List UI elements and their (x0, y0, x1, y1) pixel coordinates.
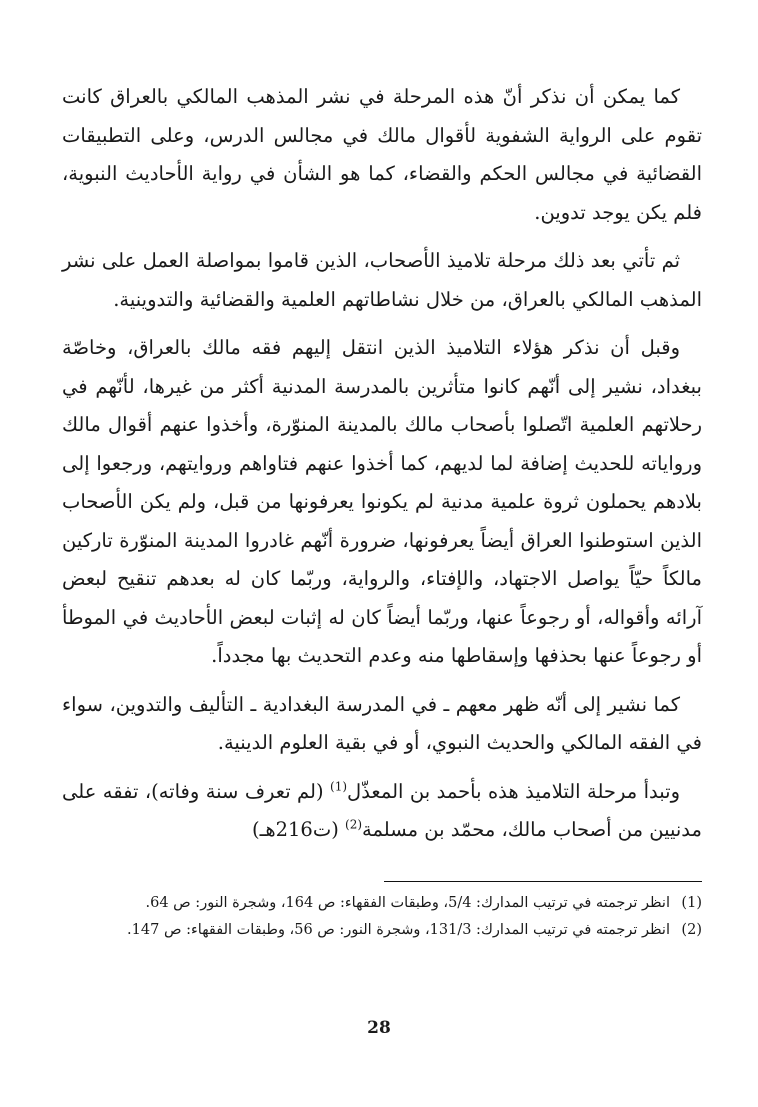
paragraph: كما نشير إلى أنّه ظهر معهم ـ في المدرسة البغدادية ـ التأليف والتدوين، سواء في الفقه المالكي والحديث النبوي، أو في بقية العلوم الدينية. (62, 692, 702, 754)
page-number: 28 (367, 1018, 391, 1038)
footnote-2 (62, 917, 702, 944)
main-text (62, 78, 702, 860)
paragraph: وقبل أن نذكر هؤلاء التلاميذ الذين انتقل إليهم فقه مالك بالعراق، وخاصّة ببغداد، نشير إلى أنّهم كانوا متأثرين بالمدرسة المدنية أكثر من غيرها، لأنّهم في رحلاتهم العلمية اتّصلوا بأصحاب مالك بالمدينة المنوّرة، وأخذوا عنهم أقوال مالك ورواياته للحديث إضافة لما لديهم، كما أخذوا عنهم فتاواهم وروايتهم، ورجعوا إلى بلادهم يحملون ثروة علمية مدنية لم يكونوا يعرفونها من قبل، ولم يكن الأصحاب الذين استوطنوا العراق أيضاً يعرفونها، ضرورة أنّهم غادروا المدينة المنوّرة تاركين مالكاً حيّاً يواصل الاجتهاد، والإفتاء، والرواية، وربّما كان له بعدهم تنقيح لبعض آرائه وأقواله، أو رجوعاً عنها، وربّما أيضاً كان له إثبات لبعض الأحاديث في الموطأ أو رجوعاً عنها بحذفها وإسقاطها منه وعدم التحديث بها مجدداً. (62, 336, 702, 667)
footnotes (62, 890, 702, 944)
paragraph-text: (لم تعرف سنة وفاته)، تفقه على مدنيين من أصحاب مالك، محمّد بن مسلمة (62, 779, 702, 841)
footnote-text: انظر ترجمته في ترتيب المدارك: 131/3، وشجرة النور: ص 56، وطبقات الفقهاء: ص 147. (127, 922, 670, 938)
paragraph-text: (ت216هـ) (252, 818, 346, 841)
footnote-number: (2) (681, 922, 702, 938)
footnote-1 (62, 890, 702, 917)
paragraph: ثم تأتي بعد ذلك مرحلة تلاميذ الأصحاب، الذين قاموا بمواصلة العمل على نشر المذهب المالكي بالعراق، من خلال نشاطاتهم العلمية والقضائية والتدوينية. (62, 249, 702, 311)
footnote-number: (1) (681, 895, 702, 911)
paragraph: كما يمكن أن نذكر أنّ هذه المرحلة في نشر المذهب المالكي بالعراق كانت تقوم على الرواية الشفوية لأقوال مالك في مجالس الدرس، وعلى التطبيقات القضائية في مجالس الحكم والقضاء، كما هو الشأن في رواية الأحاديث النبوية، فلم يكن يوجد تدوين. (62, 85, 702, 224)
footnote-ref-1: (1) (330, 779, 348, 793)
footnote-ref-2: (2) (345, 817, 363, 832)
footnote-text: انظر ترجمته في ترتيب المدارك: 5/4، وطبقات الفقهاء: ص 164، وشجرة النور: ص 64. (145, 895, 670, 911)
footnote-divider (384, 881, 702, 882)
paragraph-last (62, 773, 702, 850)
paragraph-text: وتبدأ مرحلة التلاميذ هذه بأحمد بن المعذّل (347, 779, 680, 803)
